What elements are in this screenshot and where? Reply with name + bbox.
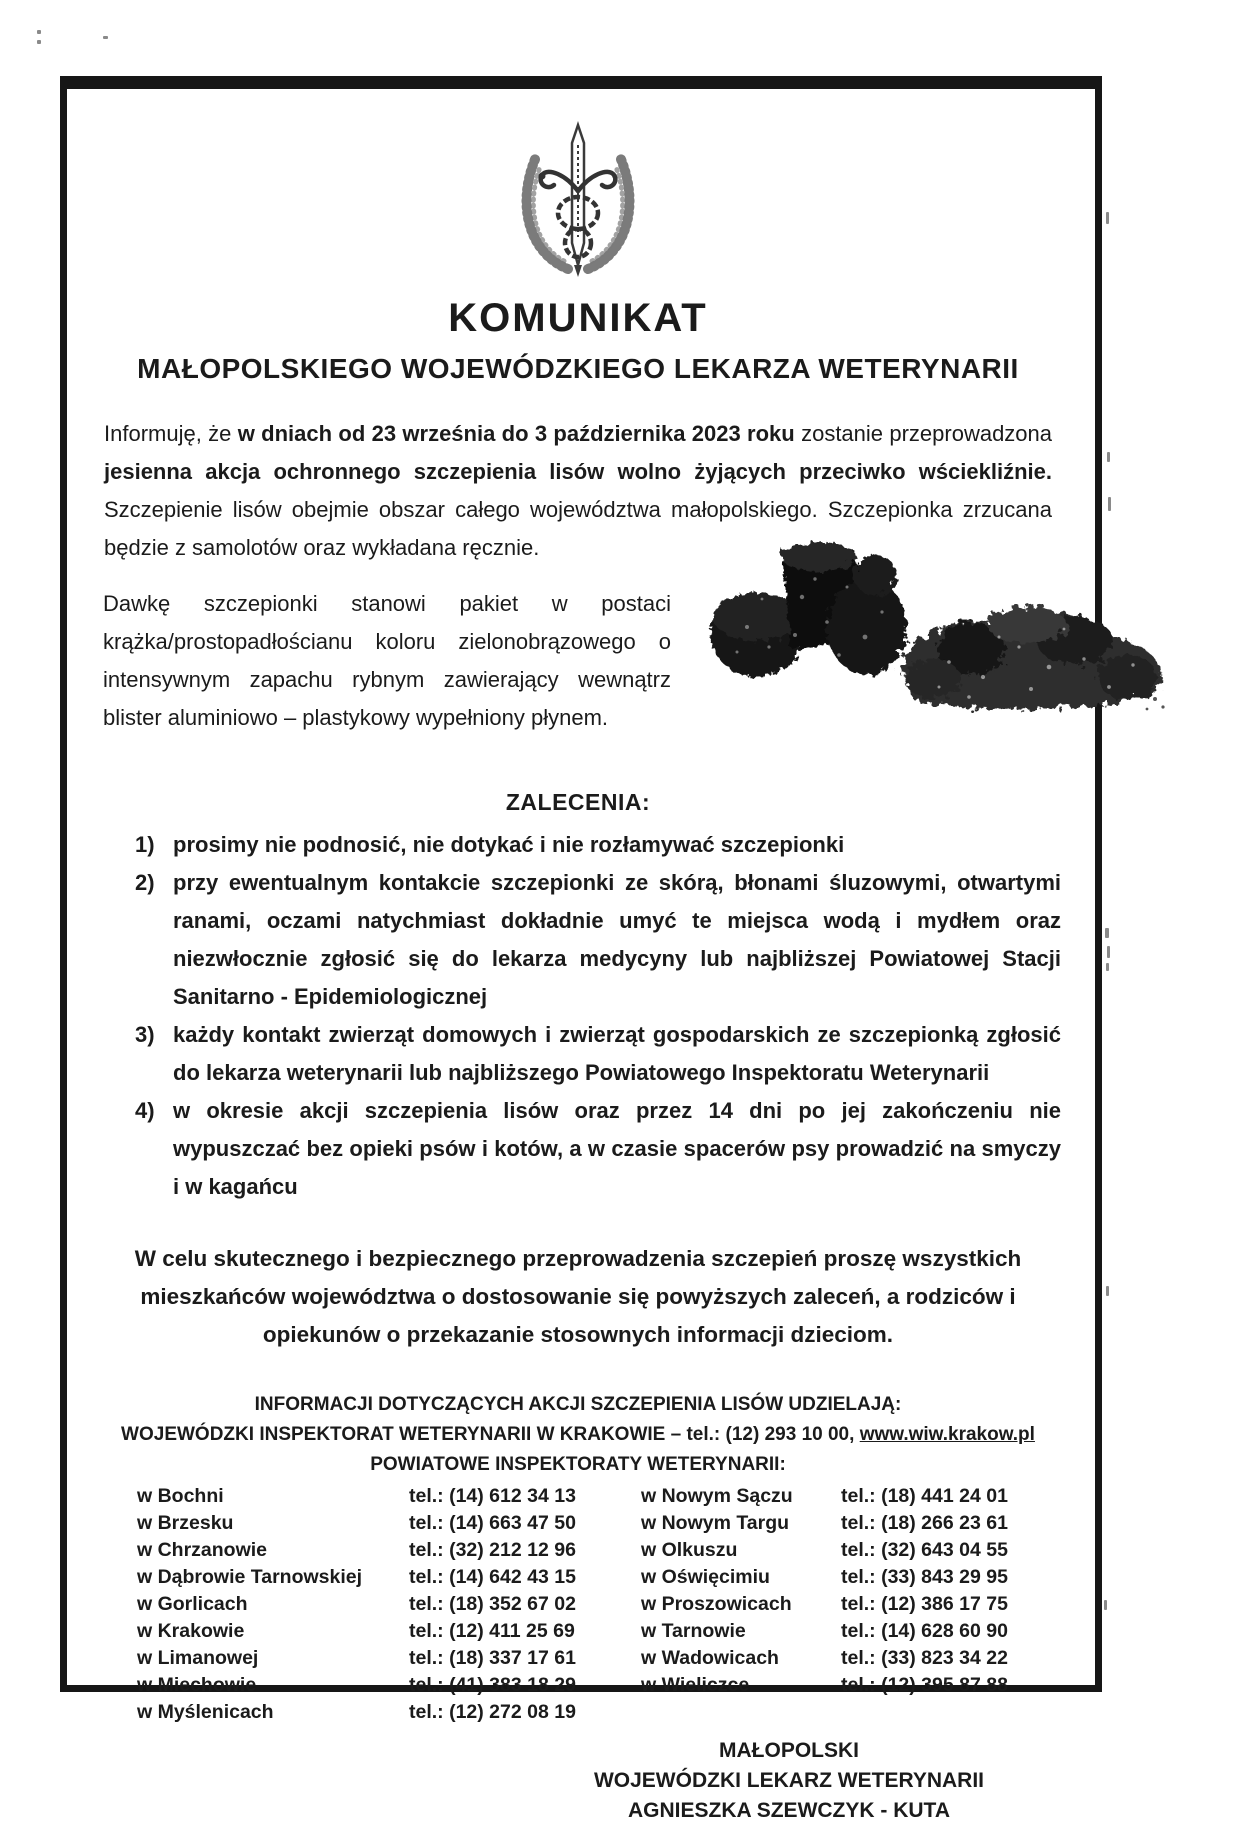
appeal-paragraph: W celu skutecznego i bezpiecznego przeprowadzenia szczepień proszę wszystkich mieszkańców województwa o dostosowanie się powyższych zaleceń, a rodziców i opiekunów o przekazanie stosownych informacji dzieciom.: [134, 1246, 1022, 1347]
vaccine-bait-pile-photo: [879, 567, 1169, 717]
intro-seg-3: zostanie przeprowadzona: [794, 421, 1053, 446]
info-inspectorate-line: [89, 1422, 1067, 1447]
tel-cell: tel.: (12) 395 87 88: [841, 1674, 1008, 1696]
city-cell: w Oświęcimiu: [641, 1566, 770, 1588]
city-cell: w Bochni: [137, 1485, 224, 1507]
intro-seg-5: Szczepienie lisów obejmie obszar całego województwa małopolskiego. Szczepionka zrzucana będzie z samolotów oraz wykładana ręcznie.: [104, 497, 1052, 560]
table-row: [137, 1645, 1067, 1672]
city-cell: w Wadowicach: [641, 1647, 779, 1669]
info-inspectorate-text: WOJEWÓDZKI INSPEKTORAT WETERYNARII W KRAKOWIE – tel.: (12) 293 10 00,: [121, 1424, 860, 1445]
tel-cell: tel.: (18) 337 17 61: [409, 1647, 576, 1669]
city-cell: w Gorlicach: [137, 1593, 248, 1615]
table-row: [137, 1672, 1067, 1699]
vaccine-bait-pucks-photo: [707, 527, 907, 695]
scan-artifact: [1107, 946, 1110, 958]
intro-seg-2: w dniach od 23 września do 3 października 2023 roku: [237, 421, 795, 446]
city-cell: [641, 1699, 841, 1726]
tel-cell: tel.: (18) 352 67 02: [409, 1593, 576, 1615]
tel-cell: [841, 1699, 1067, 1726]
document-border-frame: [60, 76, 1102, 1822]
signature-title: WOJEWÓDZKI LEKARZ WETERYNARII: [593, 1769, 985, 1792]
list-item-text: w okresie akcji szczepienia lisów oraz przez 14 dni po jej zakończeniu nie wypuszczać bez opieki psów i kotów, a w czasie spacerów psy prowadzić na smyczy i w kagańcu: [173, 1098, 1061, 1199]
info-subheading: POWIATOWE INSPEKTORATY WETERYNARII:: [370, 1454, 786, 1475]
list-item-number: 4): [135, 1098, 155, 1123]
tel-cell: tel.: (14) 612 34 13: [409, 1485, 576, 1507]
table-row: [137, 1564, 1067, 1591]
tel-cell: tel.: (41) 383 18 29: [409, 1674, 576, 1696]
table-row: [137, 1483, 1067, 1510]
scan-artifact: [1104, 1600, 1107, 1610]
tel-cell: tel.: (12) 272 08 19: [409, 1701, 576, 1723]
website-link[interactable]: www.wiw.krakow.pl: [859, 1424, 1035, 1445]
city-cell: w Krakowie: [137, 1620, 245, 1642]
city-cell: w Nowym Sączu: [641, 1485, 793, 1507]
logo-container: [89, 119, 1067, 282]
table-row: [137, 1537, 1067, 1564]
intro-paragraph: [104, 415, 1052, 567]
scan-artifact: [1105, 928, 1109, 938]
signature-name: AGNIESZKA SZEWCZYK - KUTA: [628, 1799, 950, 1822]
tel-cell: tel.: (14) 663 47 50: [409, 1512, 576, 1534]
city-cell: w Limanowej: [137, 1647, 259, 1669]
scan-artifact: [1106, 963, 1109, 971]
list-item: [135, 1092, 1067, 1206]
scan-artifact: [37, 30, 41, 34]
city-cell: w Brzesku: [137, 1512, 234, 1534]
city-cell: w Chrzanowie: [137, 1539, 268, 1561]
tel-cell: tel.: (33) 823 34 22: [841, 1647, 1008, 1669]
list-item: [135, 826, 1067, 864]
city-cell: w Olkuszu: [641, 1539, 738, 1561]
tel-cell: tel.: (32) 643 04 55: [841, 1539, 1008, 1561]
tel-cell: tel.: (14) 628 60 90: [841, 1620, 1008, 1642]
list-item-number: 3): [135, 1022, 155, 1047]
zalecenia-list: [135, 826, 1067, 1206]
city-cell: w Wieliczce: [641, 1674, 750, 1696]
list-item: [135, 1016, 1067, 1092]
city-cell: w Nowym Targu: [641, 1512, 790, 1534]
scan-artifact: [1107, 452, 1110, 462]
table-row: [137, 1591, 1067, 1618]
table-row: [137, 1699, 1067, 1726]
city-cell: w Myślenicach: [137, 1701, 274, 1723]
city-cell: w Dąbrowie Tarnowskiej: [137, 1566, 363, 1588]
list-item-text: prosimy nie podnosić, nie dotykać i nie rozłamywać szczepionki: [173, 832, 845, 857]
dose-section: [89, 585, 1067, 773]
scan-artifact: [37, 40, 41, 44]
list-item-text: każdy kontakt zwierząt domowych i zwierząt gospodarskich ze szczepionką zgłosić do lekarza weterynarii lub najbliższego Powiatowego Inspektoratu Weterynarii: [173, 1022, 1061, 1085]
info-heading: INFORMACJI DOTYCZĄCYCH AKCJI SZCZEPIENIA LISÓW UDZIELAJĄ:: [254, 1394, 902, 1415]
list-item-text: przy ewentualnym kontakcie szczepionki ze skórą, błonami śluzowymi, otwartymi ranami, oczami natychmiast dokładnie umyć te miejsca wodą i mydłem oraz niezwłocznie zgłosić się do lekarza medycyny lub najbliższej Powiatowej Stacji Sanitarno - Epidemiologicznej: [173, 870, 1061, 1009]
list-item-number: 1): [135, 832, 155, 857]
scan-artifact: [1106, 212, 1109, 224]
signature-region: MAŁOPOLSKI: [719, 1739, 859, 1762]
tel-cell: tel.: (12) 411 25 69: [409, 1620, 575, 1642]
tel-cell: tel.: (32) 212 12 96: [409, 1539, 576, 1561]
intro-seg-1: Informuję, że: [104, 421, 238, 446]
contact-table: [89, 1483, 1067, 1726]
table-row: [137, 1618, 1067, 1645]
scan-artifact: [1108, 497, 1111, 511]
table-row: [137, 1510, 1067, 1537]
page-subtitle: MAŁOPOLSKIEGO WOJEWÓDZKIEGO LEKARZA WETERYNARII: [137, 353, 1019, 384]
list-item-number: 2): [135, 870, 155, 895]
scan-artifact: [103, 36, 108, 39]
signature-block: [541, 1736, 1037, 1826]
city-cell: w Miechowie: [137, 1674, 257, 1696]
document-content: [67, 89, 1095, 1822]
zalecenia-heading: ZALECENIA:: [505, 789, 651, 815]
veterinary-caduceus-icon: [502, 119, 654, 277]
tel-cell: tel.: (18) 441 24 01: [841, 1485, 1008, 1507]
dose-paragraph: Dawkę szczepionki stanowi pakiet w postaci krążka/prostopadłościanu koloru zielonobrązowego o intensywnym zapachu rybnym zawierający wewnątrz blister aluminiowo – plastykowy wypełniony płynem.: [103, 591, 671, 730]
list-item: [135, 864, 1067, 1016]
tel-cell: tel.: (33) 843 29 95: [841, 1566, 1008, 1588]
tel-cell: tel.: (12) 386 17 75: [841, 1593, 1008, 1615]
tel-cell: tel.: (18) 266 23 61: [841, 1512, 1008, 1534]
page-title: KOMUNIKAT: [448, 296, 708, 340]
city-cell: w Proszowicach: [641, 1593, 792, 1615]
tel-cell: tel.: (14) 642 43 15: [409, 1566, 576, 1588]
scan-artifact: [1106, 1286, 1109, 1296]
city-cell: w Tarnowie: [641, 1620, 746, 1642]
info-section: [89, 1392, 1067, 1477]
intro-seg-4: jesienna akcja ochronnego szczepienia lisów wolno żyjących przeciwko wściekliźnie.: [104, 459, 1052, 484]
